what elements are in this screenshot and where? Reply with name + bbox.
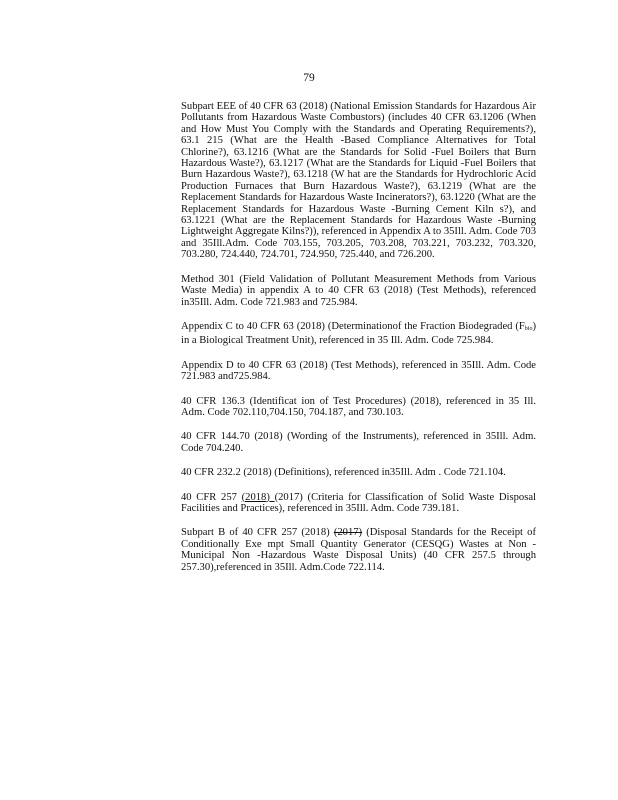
inserted-text: (2018) [241, 491, 275, 503]
paragraph-appendix-c [181, 321, 536, 347]
deleted-text: (2017) [333, 527, 363, 539]
paragraph-136-3: 40 CFR 136.3 (Identificat ion of Test Procedures) (2018), referenced in 35 Ill. Adm. Code 702.110,704.150, 704.187, and 730.103. [181, 395, 536, 418]
page-number: 79 [303, 72, 315, 84]
paragraph-appendix-d: Appendix D to 40 CFR 63 (2018) (Test Methods), referenced in 35Ill. Adm. Code 721.983 and725.984. [181, 359, 536, 383]
paragraph-subpart-eee: Subpart EEE of 40 CFR 63 (2018) (National Emission Standards for Hazardous Air Pollutants from Hazardous Waste Combustors) (includes 40 CFR 63.1206 (When and How Must You Comply with the Standards and Operating Requirements?), 63.1 215 (What are the Health -Based Compliance Alternatives for Total Chlorine?), 63.1216 (What are the Standards for Solid -Fuel Boilers that Burn Hazardous Waste?), 63.1217 (What are the Standards for Liquid -Fuel Boilers that Burn Hazardous Waste?), 63.1218 (W hat are the Standards for Hydrochloric Acid Production Furnaces that Burn Hazardous Waste?), 63.1219 (What are the Replacement Standards for Hazardous Waste Incinerators?), 63.1220 (What are the Replacement Standards for Hazardous Waste -Burning Cement Kiln s?), and 63.1221 (What are the Replacement Standards for Hazardous Waste -Burning Lightweight Aggregate Kilns?)), referenced in Appendix A to 35Ill. Adm. Code 703 and 35Ill.Adm. Code 703.155, 703.205, 703.208, 703.221, 703.232, 703.320, 703.280, 724.440, 724.701, 724.950, 725.440, and 726.200. [181, 101, 536, 261]
part-257-prefix: 40 CFR 257 [181, 491, 242, 503]
subpart-b-prefix: Subpart B of 40 CFR 257 (2018) [181, 527, 334, 539]
document-body [181, 101, 536, 586]
appendix-c-text-end: ) in a Biological Treatment Unit), referenced in 35 Ill. Adm. Code 725.984. [181, 320, 536, 347]
paragraph-subpart-b [181, 527, 536, 573]
paragraph-232-2: 40 CFR 232.2 (2018) (Definitions), referenced in35Ill. Adm . Code 721.104. [181, 467, 506, 479]
subpart-b-suffix: (Disposal Standards for the Receipt of Conditionally Exe mpt Small Quantity Generator (CESQG) Wastes at Non -Municipal Non -Hazardous Waste Disposal Units) (40 CFR 257.5 through 257.30),referenced in 35Ill. Adm.Code 722.114. [181, 527, 536, 573]
appendix-c-text: Appendix C to 40 CFR 63 (2018) (Determinationof the Fraction Biodegraded (F [181, 320, 525, 332]
paragraph-144-70: 40 CFR 144.70 (2018) (Wording of the Instruments), referenced in 35Ill. Adm. Code 704.240. [181, 431, 536, 454]
paragraph-method-301: Method 301 (Field Validation of Pollutant Measurement Methods from Various Waste Media) in appendix A to 40 CFR 63 (2018) (Test Methods), referenced in35Ill. Adm. Code 721.983 and 725.984. [181, 273, 536, 308]
appendix-c-subscript: bio [524, 325, 533, 332]
part-257-suffix: (2017) (Criteria for Classification of Solid Waste Disposal Facilities and Practices), referenced in 35Ill. Adm. Code 739.181. [181, 491, 536, 514]
paragraph-257 [181, 492, 536, 515]
